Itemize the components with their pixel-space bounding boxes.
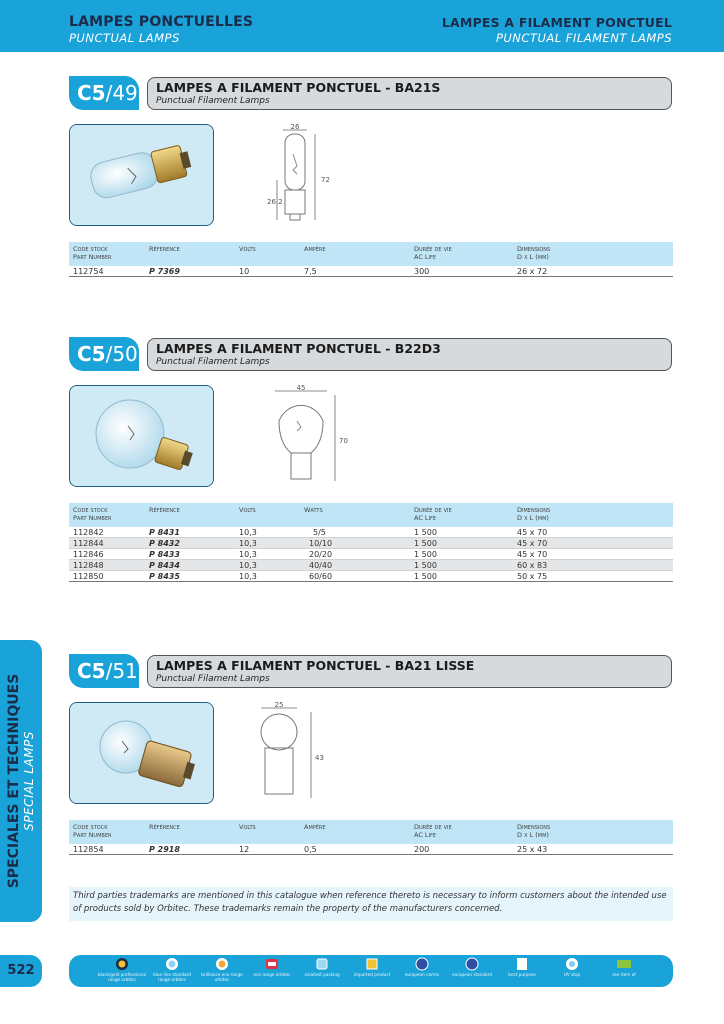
col-ref: Référence: [149, 823, 180, 831]
product-table: [69, 242, 673, 277]
col-code: Code stock: [73, 823, 108, 831]
svg-text:72: 72: [321, 176, 330, 184]
section-title: LAMPES A FILAMENT PONCTUEL - BA21S: [156, 80, 441, 95]
col-code: Code stock: [73, 506, 108, 514]
col-ref: Référence: [149, 506, 180, 514]
svg-text:43: 43: [315, 754, 324, 762]
col-volts: Volts: [239, 245, 256, 253]
page-number: 522: [0, 955, 42, 987]
table-row: 112848 P 8434 10,3 40/40 1 500 60 x 83: [69, 560, 673, 571]
lamp-dimension-drawing: [251, 702, 341, 810]
circle-icon: [465, 957, 479, 971]
section-title-box: [147, 338, 672, 371]
col-dim: Dimensions: [517, 245, 551, 253]
col-ref: Référence: [149, 245, 180, 253]
table-row: 112754 P 7369 10 7,5 300 26 x 72: [69, 266, 673, 277]
header-right: [442, 14, 672, 45]
section-subtitle: Punctual Filament Lamps: [156, 96, 270, 106]
col-code-en: Part Number: [73, 831, 112, 839]
col-life: Durée de vie: [414, 245, 452, 253]
section-code-badge: C5/49: [69, 76, 139, 110]
tag-icon: [617, 957, 631, 971]
table-row: 112854 P 2918 12 0,5 200 25 x 43: [69, 844, 673, 855]
col-ampere: Ampère: [304, 823, 326, 831]
col-ampere: Ampère: [304, 245, 326, 253]
section-subtitle: Punctual Filament Lamps: [156, 357, 270, 367]
section-title-box: [147, 77, 672, 110]
col-watts: Watts: [304, 506, 323, 514]
svg-text:45: 45: [296, 385, 306, 392]
legend-item: imported product: [347, 957, 397, 977]
legend-item: eco range orbitec: [247, 957, 297, 977]
header-left: [69, 14, 253, 45]
section-subtitle: Punctual Filament Lamps: [156, 674, 270, 684]
lamp-photo: [69, 702, 214, 804]
halo-icon: [165, 957, 179, 971]
uv-icon: [565, 957, 579, 971]
col-life-en: AC Life: [414, 831, 437, 839]
section-code-badge: C5/51: [69, 654, 139, 688]
col-life-en: AC Life: [414, 514, 437, 522]
side-tab-subtitle: SPECIAL LAMPS: [22, 731, 36, 831]
table-header: [69, 503, 673, 527]
eco-badge-icon: [265, 957, 279, 971]
page-header: [0, 0, 724, 52]
legend-item: see item of: [599, 957, 649, 977]
col-code-en: Part Number: [73, 514, 112, 522]
col-life: Durée de vie: [414, 823, 452, 831]
table-row: 112850 P 8435 10,3 60/60 1 500 50 x 75: [69, 571, 673, 582]
legend-item: brilliance eco range orbitec: [197, 957, 247, 982]
svg-text:25: 25: [274, 702, 284, 709]
header-section-title: LAMPES A FILAMENT PONCTUEL: [441, 15, 672, 30]
legend-item: smallest packing: [297, 957, 347, 977]
col-volts: Volts: [239, 823, 256, 831]
lamp-dimension-drawing: [267, 124, 347, 232]
side-tab-title: SPECIALES ET TECHNIQUES: [6, 673, 22, 889]
legend-item: UV stop: [547, 957, 597, 977]
col-dim-en: D x L (mm): [517, 253, 549, 261]
table-row: 112846 P 8433 10,3 20/20 1 500 45 x 70: [69, 549, 673, 560]
section-title: LAMPES A FILAMENT PONCTUEL - B22D3: [156, 341, 441, 356]
svg-text:70: 70: [339, 437, 348, 445]
col-dim-en: D x L (mm): [517, 514, 549, 522]
halo-icon: [215, 957, 229, 971]
table-row: 112842 P 8431 10,3 5/5 1 500 45 x 70: [69, 527, 673, 538]
square-icon: [365, 957, 379, 971]
section-code-badge: C5/50: [69, 337, 139, 371]
col-dim: Dimensions: [517, 823, 551, 831]
section-title: LAMPES A FILAMENT PONCTUEL - BA21 LISSE: [156, 658, 475, 673]
halo-icon: [115, 957, 129, 971]
product-table: [69, 820, 673, 855]
lamp-dimension-drawing: [267, 385, 357, 493]
table-header: [69, 242, 673, 266]
lamp-photo: [69, 385, 214, 487]
table-header: [69, 820, 673, 844]
trademark-disclaimer: Third parties trademarks are mentioned in this catalogue when reference thereto is necessary to inform customers about the intended use of products sold by Orbitec. These trademarks remain the property of the manufacturers concerned.: [69, 887, 673, 921]
header-subtitle: PUNCTUAL LAMPS: [69, 31, 180, 45]
section-title-box: [147, 655, 672, 688]
blank-icon: [515, 957, 529, 971]
svg-text:26: 26: [290, 124, 300, 131]
circle-icon: [415, 957, 429, 971]
lamp-photo: [69, 124, 214, 226]
legend-item: blue line standard range orbitec: [147, 957, 197, 982]
legend-item: best purpose: [497, 957, 547, 977]
legend-item: black/gold professional range orbitec: [97, 957, 147, 982]
col-life: Durée de vie: [414, 506, 452, 514]
legend-item: european norms: [397, 957, 447, 977]
col-volts: Volts: [239, 506, 256, 514]
side-category-tab: [0, 640, 42, 922]
svg-text:26.2: 26.2: [267, 198, 283, 206]
col-dim: Dimensions: [517, 506, 551, 514]
box-icon: [315, 957, 329, 971]
header-section-subtitle: PUNCTUAL FILAMENT LAMPS: [495, 31, 672, 45]
col-dim-en: D x L (mm): [517, 831, 549, 839]
col-life-en: AC Life: [414, 253, 437, 261]
legend-item: european standard: [447, 957, 497, 977]
table-row: 112844 P 8432 10,3 10/10 1 500 45 x 70: [69, 538, 673, 549]
col-code-en: Part Number: [73, 253, 112, 261]
legend-bar: [69, 955, 673, 987]
product-table: [69, 503, 673, 582]
header-title: LAMPES PONCTUELLES: [69, 14, 254, 30]
col-code: Code stock: [73, 245, 108, 253]
